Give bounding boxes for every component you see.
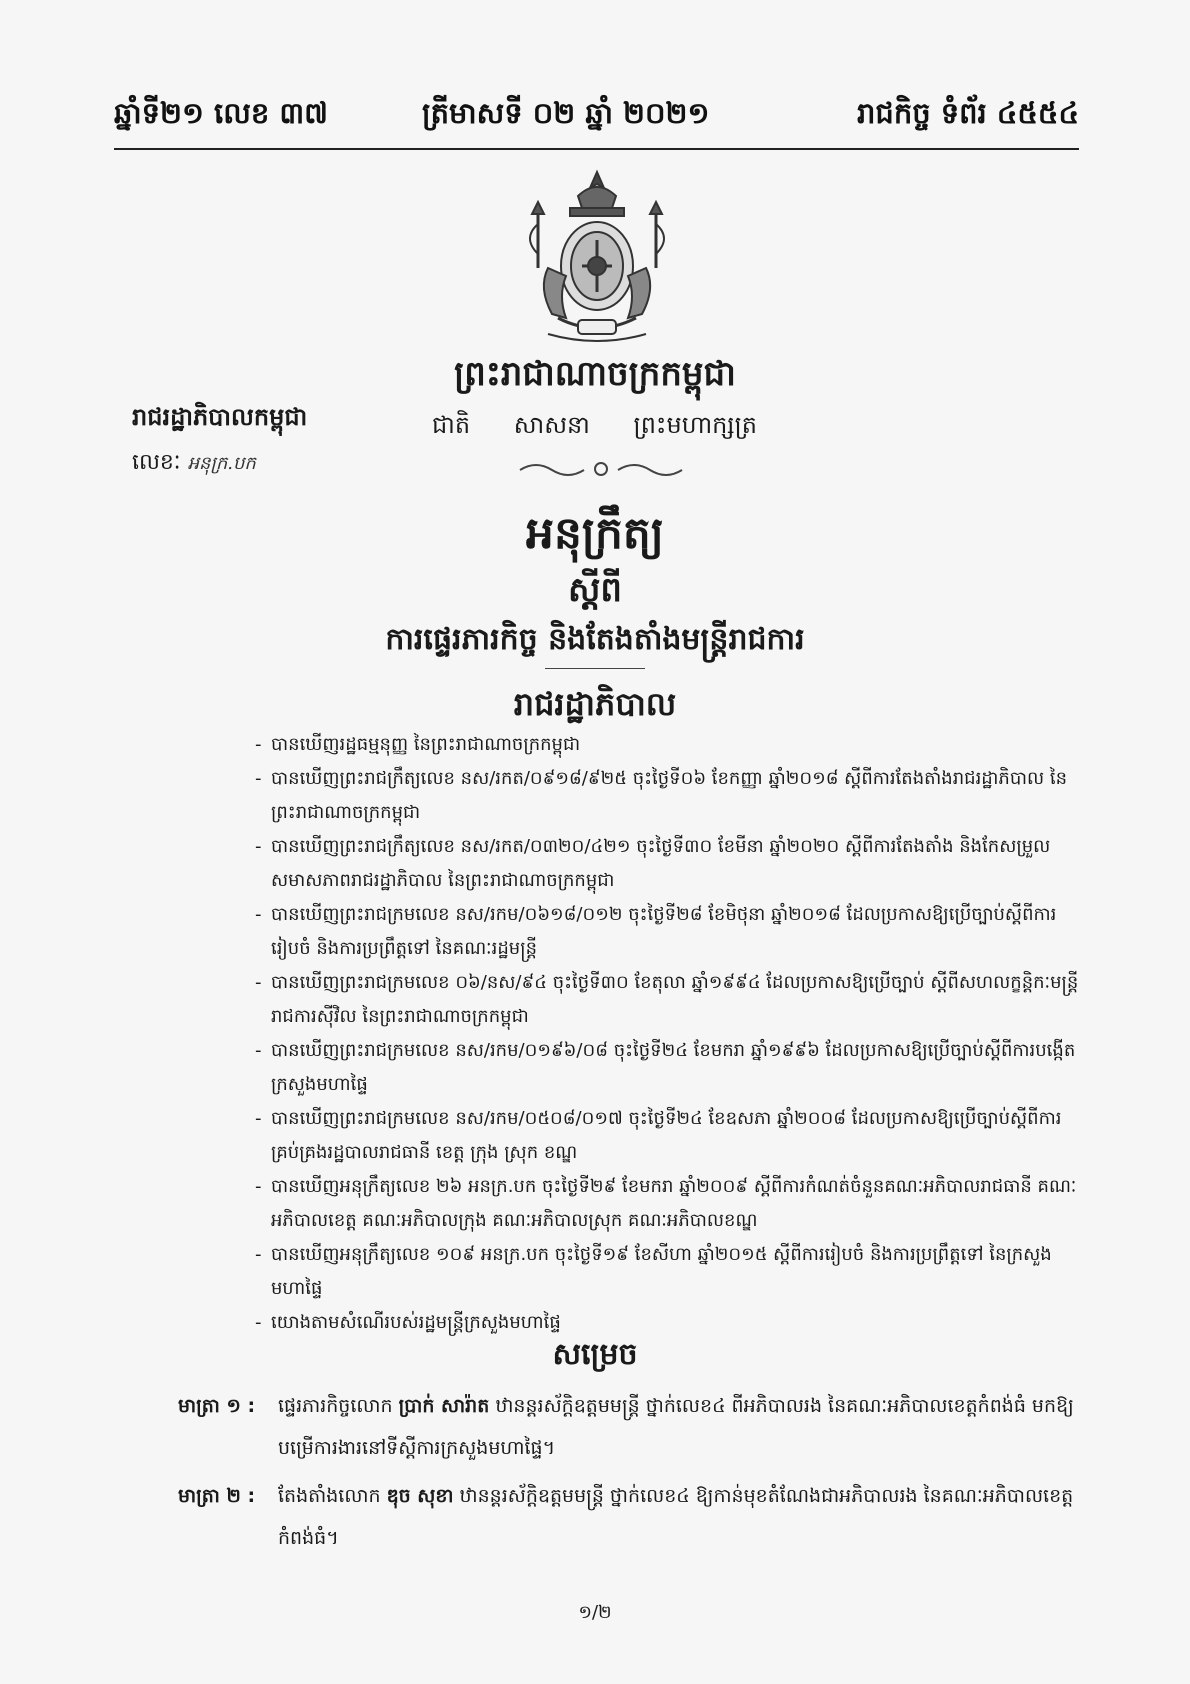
preamble-item: - បានឃើញព្រះរាជក្រមលេខ ០៦/នស/៩៤ ចុះថ្ងៃទី៣០ ខែតុលា ឆ្នាំ១៩៩៤ ដែលប្រកាសឱ្យប្រើច្បាប់ ស្តីពីសហលក្ខន្តិកៈមន្ត្រីរាជការស៊ីវិល នៃព្រះរាជាណាចក្រកម្ពុជា [255,966,1085,1034]
preamble-item: - បានឃើញព្រះរាជក្រឹត្យលេខ នស/រកត/០៣២០/៤២១ ចុះថ្ងៃទី៣០ ខែមីនា ឆ្នាំ២០២០ ស្តីពីការតែងតាំង និងកែសម្រួលសមាសភាពរាជរដ្ឋាភិបាល នៃព្រះរាជាណាចក្រកម្ពុជា [255,830,1085,898]
national-motto [432,410,792,445]
article-text: ឋានន្តរស័ក្តិឧត្តមមន្ត្រី ថ្នាក់លេខ៤ ឱ្យកាន់មុខតំណែងជាអភិបាលរង នៃគណៈអភិបាលខេត្តកំពង់ធំ។ [278,1485,1074,1549]
page-number: ១/២ [578,1602,612,1623]
issuing-authority: រាជរដ្ឋាភិបាលកម្ពុជា [132,403,308,431]
motto-religion: សាសនា [513,411,590,439]
official-name: ឌុច សុខា [386,1485,454,1507]
official-name: ប្រាក់ សារ៉ាត [398,1395,490,1417]
preamble-item: - យោងតាមសំណើរបស់រដ្ឋមន្ត្រីក្រសួងមហាផ្ទៃ [255,1306,1085,1340]
gazette-header [114,96,1079,146]
document-title: អនុក្រឹត្យ [526,508,664,559]
decorative-ornament-icon [516,458,686,480]
preamble-item: - បានឃើញព្រះរាជក្រមលេខ នស/រកម/០១៩៦/០៨ ចុះថ្ងៃទី២៤ ខែមករា ឆ្នាំ១៩៩៦ ដែលប្រកាសឱ្យប្រើច្បាប់ស្តីពីការបង្កើតក្រសួងមហាផ្ទៃ [255,1034,1085,1102]
article-label: មាត្រា ១ : [178,1395,256,1417]
document-number-value: អនុក្រ.បក [187,453,256,474]
article-text: ផ្ទេរភារកិច្ចលោក [278,1395,399,1417]
gazette-quarter: ត្រីមាសទី ០២ ឆ្នាំ ២០២១ [422,96,710,130]
preamble-item: - បានឃើញព្រះរាជក្រមលេខ នស/រកម/០៥០៨/០១៧ ចុះថ្ងៃទី២៤ ខែឧសភា ឆ្នាំ២០០៨ ដែលប្រកាសឱ្យប្រើច្បាប់ស្តីពីការគ្រប់គ្រងរដ្ឋបាលរាជធានី ខេត្ត ក្រុង ស្រុក ខណ្ឌ [255,1102,1085,1170]
article-text: តែងតាំងលោក [278,1485,387,1507]
preamble-item: - បានឃើញរដ្ឋធម្មនុញ្ញ នៃព្រះរាជាណាចក្រកម្ពុជា [255,728,1085,762]
motto-nation: ជាតិ [432,411,471,439]
gazette-year-issue: ឆ្នាំទី២១ លេខ ៣៧ [114,96,328,130]
document-subject: ការផ្ទេរភារកិច្ច និងតែងតាំងមន្ត្រីរាជការ [385,622,805,657]
motto-king: ព្រះមហាក្សត្រ [633,411,757,439]
government-heading: រាជរដ្ឋាភិបាល [513,685,677,723]
decision-heading: សម្រេច [552,1337,638,1372]
article-label: មាត្រា ២ : [178,1485,256,1507]
article-body [278,1475,1088,1559]
preamble-item: - បានឃើញព្រះរាជក្រឹត្យលេខ នស/រកត/០៩១៨/៩២៥ ចុះថ្ងៃទី០៦ ខែកញ្ញា ឆ្នាំ២០១៨ ស្តីពីការតែងតាំងរាជរដ្ឋាភិបាល នៃព្រះរាជាណាចក្រកម្ពុជា [255,762,1085,830]
preamble-item: - បានឃើញព្រះរាជក្រមលេខ នស/រកម/០៦១៨/០១២ ចុះថ្ងៃទី២៨ ខែមិថុនា ឆ្នាំ២០១៨ ដែលប្រកាសឱ្យប្រើច្បាប់ស្តីពីការរៀបចំ និងការប្រព្រឹត្តទៅ នៃគណៈរដ្ឋមន្ត្រី [255,898,1085,966]
preamble-item: - បានឃើញអនុក្រឹត្យលេខ ១០៩ អនក្រ.បក ចុះថ្ងៃទី១៩ ខែសីហា ឆ្នាំ២០១៥ ស្តីពីការរៀបចំ និងការប្រព្រឹត្តទៅ នៃក្រសួងមហាផ្ទៃ [255,1238,1085,1306]
royal-coat-of-arms-icon [508,168,686,352]
kingdom-name: ព្រះរាជាណាចក្រកម្ពុជា [454,354,736,394]
article-body [278,1385,1088,1469]
preamble-item: - បានឃើញអនុក្រឹត្យលេខ ២៦ អនក្រ.បក ចុះថ្ងៃទី២៩ ខែមករា ឆ្នាំ២០០៩ ស្តីពីការកំណត់ចំនួនគណៈអភិបាលរាជធានី គណៈអភិបាលខេត្ត គណៈអភិបាលក្រុង គណៈអភិបាលស្រុក គណៈអភិបាលខណ្ឌ [255,1170,1085,1238]
subject-divider [545,668,645,669]
article-text: ឋានន្តរស័ក្តិឧត្តមមន្ត្រី ថ្នាក់លេខ៤ ពីអភិបាលរង នៃគណៈអភិបាលខេត្តកំពង់ធំ មកឱ្យបម្រើការងារនៅទីស្តីការក្រសួងមហាផ្ទៃ។ [278,1395,1074,1459]
article-1 [178,1385,1088,1469]
title-about: ស្តីពី [568,570,622,610]
document-number [132,448,256,480]
article-2 [178,1475,1088,1559]
header-divider [114,148,1079,150]
gazette-page-ref: រាជកិច្ច ទំព័រ ៤៥៥៤ [857,96,1079,130]
preamble-list [255,728,1085,1340]
document-number-prefix: លេខៈ [132,450,181,475]
